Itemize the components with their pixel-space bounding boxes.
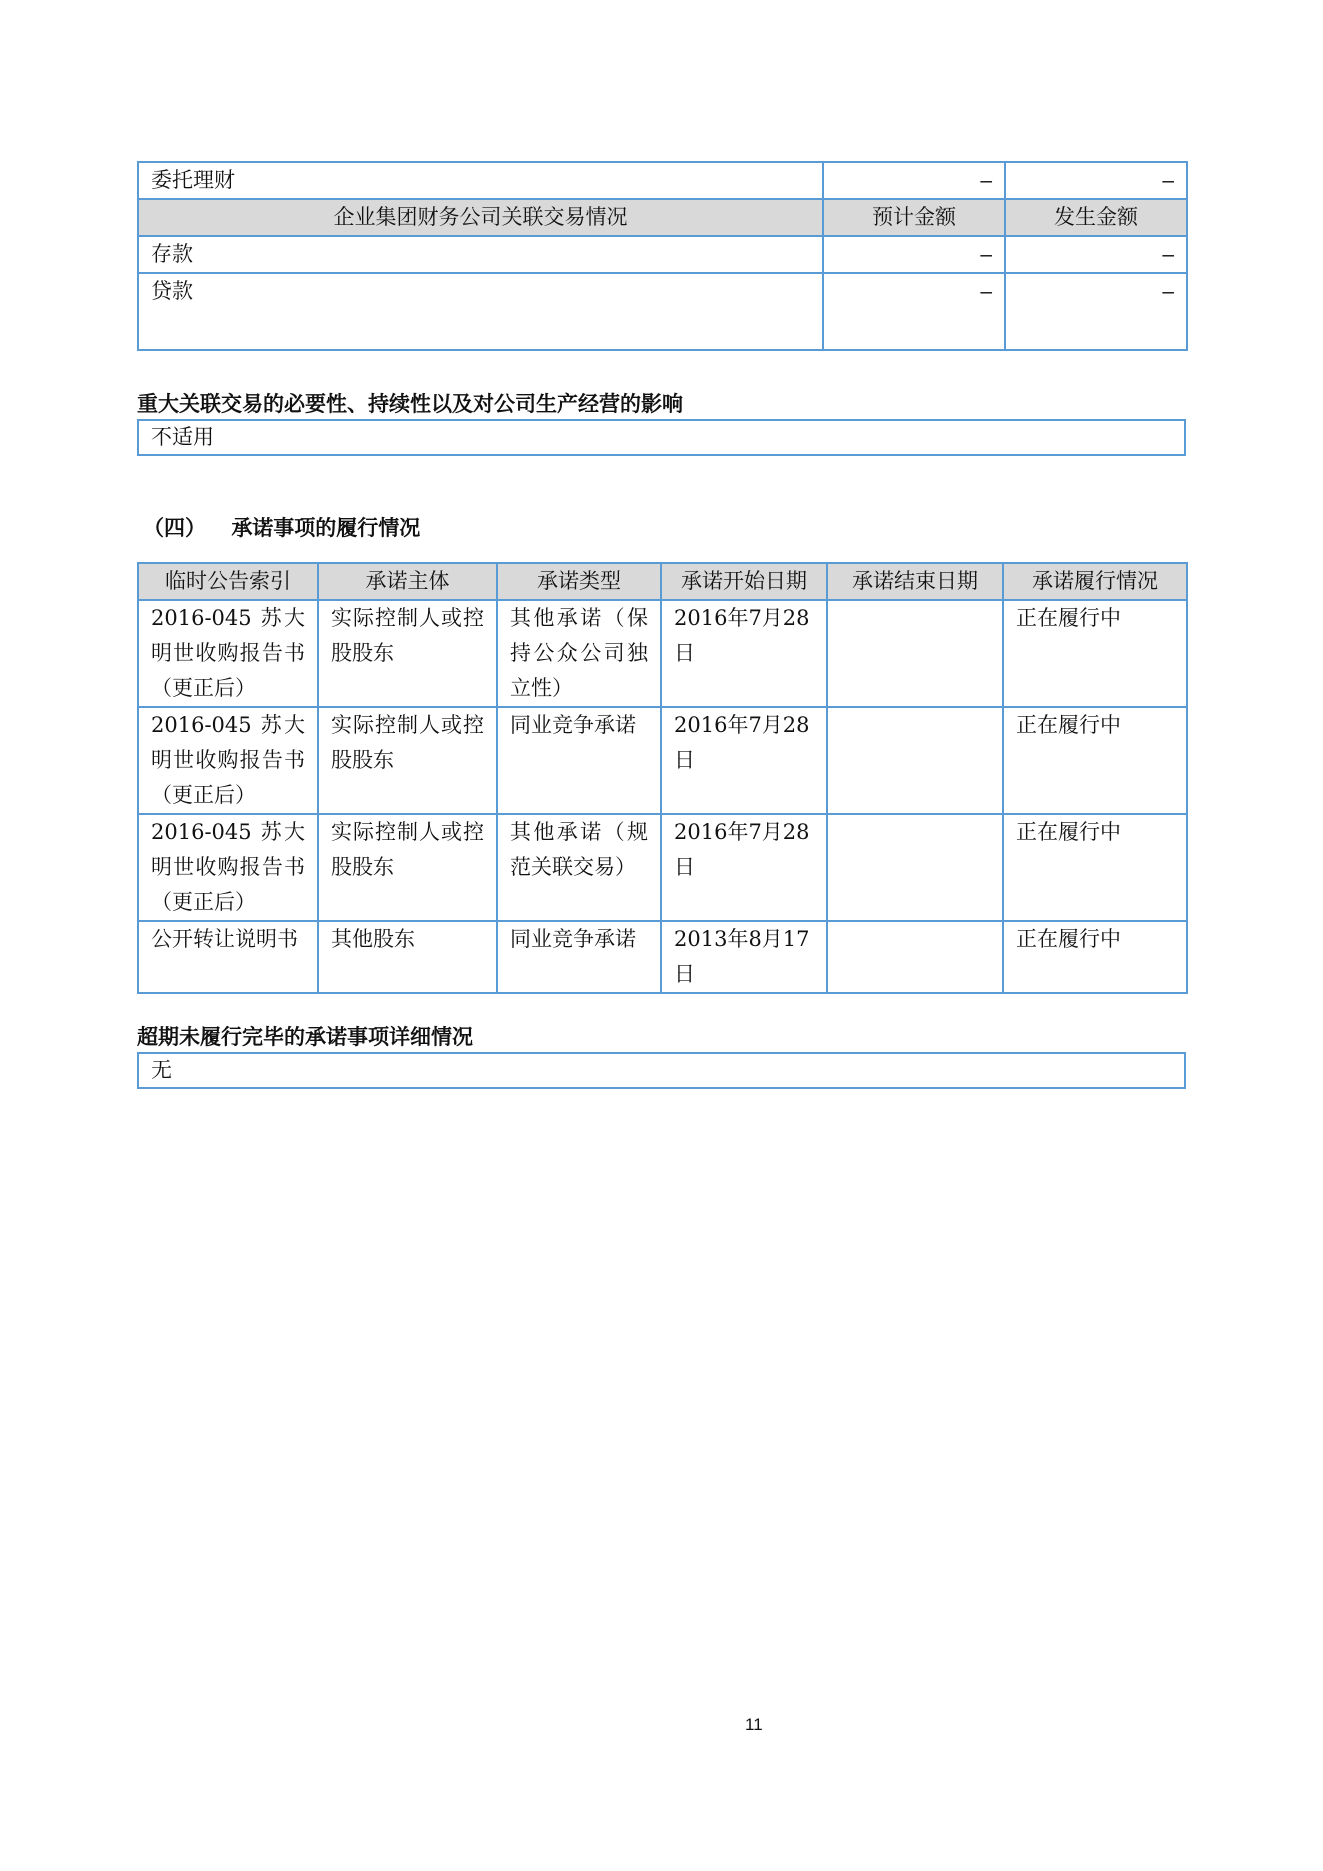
table-row bbox=[138, 236, 1187, 273]
col-header-start: 承诺开始日期 bbox=[661, 563, 827, 600]
cell-index: 2016-045 苏大明世收购报告书（更正后） bbox=[138, 707, 318, 814]
table-row bbox=[138, 162, 1187, 199]
col-header-type: 承诺类型 bbox=[497, 563, 661, 600]
impact-content-box bbox=[137, 419, 1186, 456]
table-row bbox=[138, 707, 1187, 814]
cell-end bbox=[827, 600, 1003, 707]
overdue-content-box bbox=[137, 1052, 1186, 1089]
cell-status: 正在履行中 bbox=[1003, 921, 1187, 993]
actual-amount: – bbox=[1005, 162, 1187, 199]
impact-heading: 重大关联交易的必要性、持续性以及对公司生产经营的影响 bbox=[137, 392, 683, 416]
cell-party: 实际控制人或控股股东 bbox=[318, 707, 497, 814]
table-row bbox=[138, 273, 1187, 350]
related-transaction-table bbox=[137, 161, 1188, 351]
row-label: 委托理财 bbox=[138, 162, 823, 199]
cell-start: 2016年7月28日 bbox=[661, 600, 827, 707]
cell-end bbox=[827, 707, 1003, 814]
section-title: 承诺事项的履行情况 bbox=[231, 516, 421, 540]
cell-status: 正在履行中 bbox=[1003, 600, 1187, 707]
cell-start: 2016年7月28日 bbox=[661, 707, 827, 814]
cell-party: 其他股东 bbox=[318, 921, 497, 993]
cell-type: 其他承诺（规范关联交易） bbox=[497, 814, 661, 921]
actual-amount: – bbox=[1005, 273, 1187, 350]
col-header-end: 承诺结束日期 bbox=[827, 563, 1003, 600]
table-row bbox=[138, 600, 1187, 707]
row-label: 存款 bbox=[138, 236, 823, 273]
table-header-row bbox=[138, 199, 1187, 236]
impact-content: 不适用 bbox=[151, 425, 214, 449]
cell-end bbox=[827, 814, 1003, 921]
col-header-status: 承诺履行情况 bbox=[1003, 563, 1187, 600]
col-header-party: 承诺主体 bbox=[318, 563, 497, 600]
estimated-amount: – bbox=[823, 273, 1005, 350]
commitment-heading bbox=[143, 512, 420, 542]
cell-type: 同业竞争承诺 bbox=[497, 707, 661, 814]
estimated-amount: – bbox=[823, 162, 1005, 199]
estimated-amount: – bbox=[823, 236, 1005, 273]
section-number: （四） bbox=[143, 516, 206, 540]
finance-company-header: 企业集团财务公司关联交易情况 bbox=[138, 199, 823, 236]
cell-status: 正在履行中 bbox=[1003, 814, 1187, 921]
commitment-table bbox=[137, 562, 1188, 994]
overdue-heading: 超期未履行完毕的承诺事项详细情况 bbox=[137, 1025, 473, 1049]
cell-type: 其他承诺（保持公众公司独立性） bbox=[497, 600, 661, 707]
table-row bbox=[138, 814, 1187, 921]
actual-amount: – bbox=[1005, 236, 1187, 273]
cell-start: 2013年8月17日 bbox=[661, 921, 827, 993]
row-label: 贷款 bbox=[138, 273, 823, 350]
overdue-content: 无 bbox=[151, 1058, 172, 1082]
cell-party: 实际控制人或控股股东 bbox=[318, 814, 497, 921]
cell-end bbox=[827, 921, 1003, 993]
table-row bbox=[138, 921, 1187, 993]
estimated-amount-header: 预计金额 bbox=[823, 199, 1005, 236]
cell-index: 公开转让说明书 bbox=[138, 921, 318, 993]
actual-amount-header: 发生金额 bbox=[1005, 199, 1187, 236]
cell-status: 正在履行中 bbox=[1003, 707, 1187, 814]
table-header-row bbox=[138, 563, 1187, 600]
col-header-index: 临时公告索引 bbox=[138, 563, 318, 600]
cell-index: 2016-045 苏大明世收购报告书（更正后） bbox=[138, 600, 318, 707]
cell-party: 实际控制人或控股股东 bbox=[318, 600, 497, 707]
page-number: 11 bbox=[745, 1715, 763, 1734]
cell-index: 2016-045 苏大明世收购报告书（更正后） bbox=[138, 814, 318, 921]
cell-type: 同业竞争承诺 bbox=[497, 921, 661, 993]
cell-start: 2016年7月28日 bbox=[661, 814, 827, 921]
